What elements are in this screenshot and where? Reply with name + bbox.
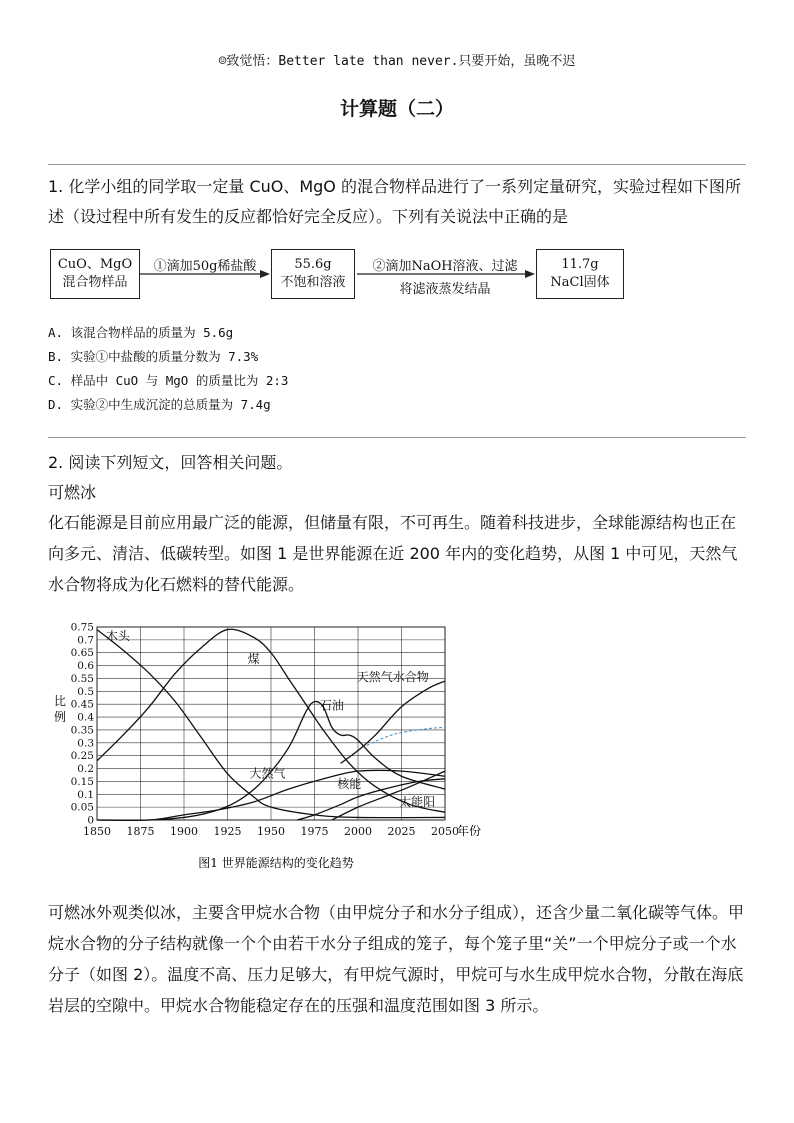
flow-box-solution [271, 249, 355, 299]
y-tick-label: 0.4 [77, 711, 94, 724]
series-label: 核能 [337, 776, 362, 791]
x-tick-label: 1975 [300, 825, 329, 838]
flow-arrow1-label: ①滴加50g稀盐酸 [153, 259, 257, 274]
y-tick-label: 0.65 [70, 647, 94, 660]
series-label: 木头 [105, 628, 130, 643]
x-tick-label: 1875 [126, 825, 155, 838]
series-line [341, 681, 445, 763]
flow-box-solution-line2: 不饱和溶液 [280, 275, 346, 290]
y-tick-label: 0.5 [77, 685, 94, 698]
flow-arrow2-label-top: ②滴加NaOH溶液、过滤 [372, 259, 518, 274]
x-tick-label: 1850 [83, 825, 111, 838]
passage-subtitle: 可燃冰 [48, 483, 97, 502]
x-tick-label: 2000 [344, 825, 372, 838]
x-tick-label: 1950 [257, 825, 285, 838]
flow-arrow2-label-bottom: 将滤液蒸发结晶 [399, 282, 491, 297]
y-tick-label: 0 [87, 814, 94, 827]
flow-box-nacl-line2: NaCl固体 [550, 275, 610, 290]
question-1-text: 1. 化学小组的同学取一定量 CuO、MgO 的混合物样品进行了一系列定量研究，实验过程如下图所述（设过程中所有发生的反应都恰好完全反应）。下列有关说法中正确的是 [48, 177, 741, 226]
flow-box-solution-line1: 55.6g [294, 257, 332, 272]
y-tick-label: 0.15 [70, 775, 94, 788]
y-tick-label: 0.1 [77, 788, 94, 801]
flow-box-nacl-line1: 11.7g [561, 257, 599, 272]
divider [48, 164, 746, 165]
x-tick-label: 2025 [387, 825, 416, 838]
passage-paragraph-2: 可燃冰外观类似冰，主要含甲烷水合物（由甲烷分子和水分子组成），还含少量二氧化碳等气体。甲烷水合物的分子结构就像一个个由若干水分子组成的笼子，每个笼子里“关”一个甲烷分子或一个水分子（如图 2）。温度不高、压力足够大，有甲烷气源时，甲烷可与水生成甲烷水合物，分散在海底岩层的空隙中。甲烷水合物能稳定存在的压强和温度范围如图 3 所示。 [48, 903, 745, 1015]
chart-caption: 图1 世界能源结构的变化趋势 [198, 856, 354, 870]
flow-box-sample-line1: CuO、MgO [57, 257, 133, 272]
y-tick-label: 0.45 [70, 698, 94, 711]
flow-arrow1 [138, 266, 272, 280]
y-tick-label: 0.05 [70, 801, 94, 814]
series-label: 太能阳 [399, 794, 436, 809]
y-tick-label: 0.75 [70, 621, 94, 634]
y-tick-label: 0.35 [70, 724, 94, 737]
y-tick-label: 0.7 [77, 634, 94, 647]
x-tick-label: 1925 [213, 825, 242, 838]
y-tick-label: 0.55 [70, 672, 94, 685]
energy-trend-chart [40, 615, 510, 877]
divider [48, 437, 746, 438]
x-axis-label: 年份 [457, 824, 482, 838]
option-c[interactable]: C. 样品中 CuO 与 MgO 的质量比为 2:3 [48, 373, 289, 388]
option-d[interactable]: D. 实验②中生成沉淀的总质量为 7.4g [48, 397, 271, 412]
y-tick-label: 0.3 [77, 737, 94, 750]
x-tick-label: 1900 [170, 825, 198, 838]
series-label: 煤 [247, 652, 260, 667]
passage-paragraph-1: 化石能源是目前应用最广泛的能源，但储量有限，不可再生。随着科技进步，全球能源结构也正在向多元、清洁、低碳转型。如图 1 是世界能源在近 200 年内的变化趋势，从图 1 中可见，天然气水合物将成为化石燃料的替代能源。 [48, 513, 738, 594]
y-axis-label-1: 比 [53, 694, 67, 708]
flow-box-sample-line2: 混合物样品 [62, 275, 128, 290]
flow-box-nacl [536, 249, 624, 299]
question-2-intro: 2. 阅读下列短文，回答相关问题。 [48, 453, 293, 472]
flow-box-sample [50, 249, 140, 299]
series-label: 大然气 [249, 766, 286, 781]
y-tick-label: 0.25 [70, 750, 94, 763]
y-tick-label: 0.6 [77, 660, 94, 673]
x-tick-label: 2050 [431, 825, 459, 838]
y-tick-label: 0.2 [77, 763, 94, 776]
y-axis-label-2: 例 [53, 710, 67, 724]
series-label: 天然气水合物 [356, 670, 429, 685]
page-title: 计算题（二） [339, 98, 454, 120]
option-a[interactable]: A. 该混合物样品的质量为 5.6g [48, 325, 234, 340]
option-b[interactable]: B. 实验①中盐酸的质量分数为 7.3% [48, 349, 259, 364]
series-label: 石油 [319, 698, 344, 713]
motto: ☺致觉悟：Better late than never.只要开始，虽晚不迟 [218, 54, 576, 69]
